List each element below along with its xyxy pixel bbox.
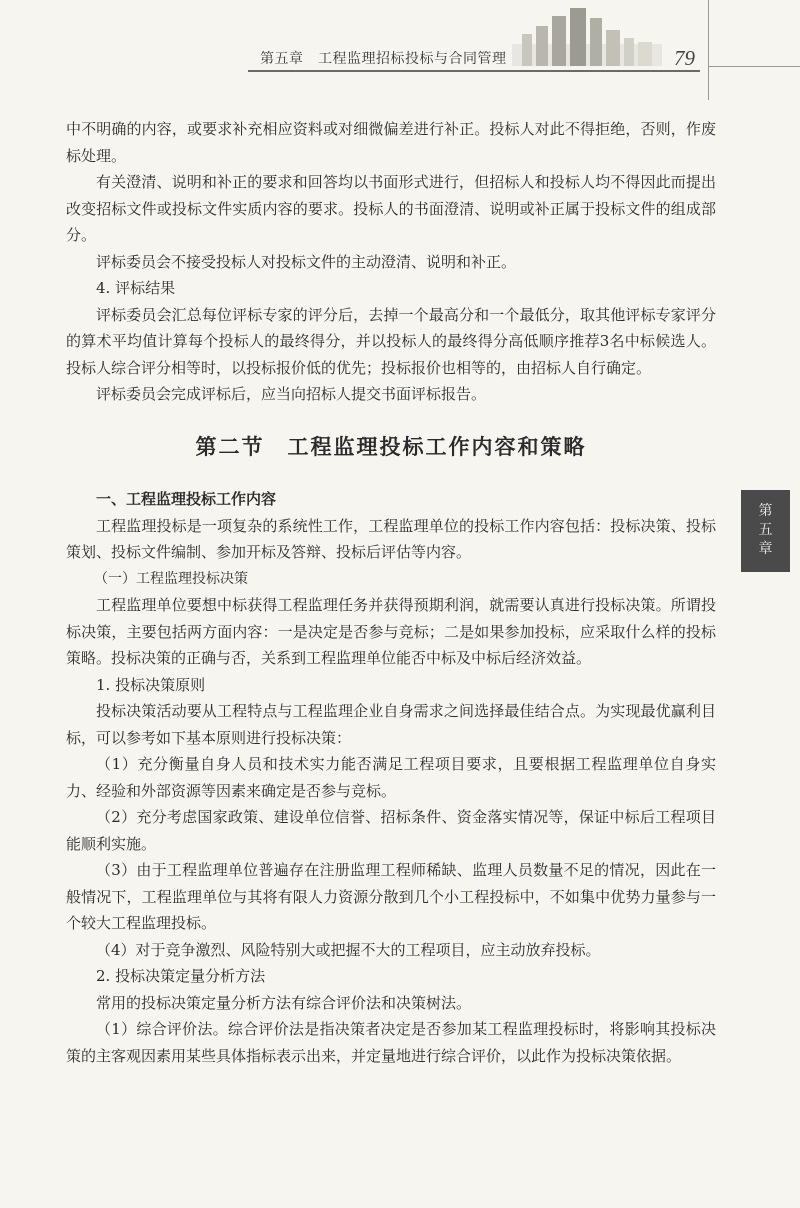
paragraph: 中不明确的内容，或要求补充相应资料或对细微偏差进行补正。投标人对此不得拒绝，否则，作废标处理。: [66, 120, 716, 165]
page-body: [66, 116, 716, 1069]
paragraph: 工程监理单位要想中标获得工程监理任务并获得预期利润，就需要认真进行投标决策。所谓投标决策，主要包括两方面内容：一是决定是否参与竞标；二是如果参加投标，应采取什么样的投标策略。投标决策的正确与否，关系到工程监理单位能否中标及中标后经济效益。: [66, 596, 716, 667]
subheading: 一、工程监理投标工作内容: [96, 490, 277, 508]
chapter-side-tab: [741, 490, 790, 572]
building-skyline-image: [512, 4, 662, 66]
paragraph: 有关澄清、说明和补正的要求和回答均以书面形式进行，但招标人和投标人均不得因此而提出改变招标文件或投标文件实质内容的要求。投标人的书面澄清、说明或补正属于投标文件的组成部分。: [66, 173, 716, 244]
side-tab-char: 章: [758, 541, 773, 557]
section-title: 第二节 工程监理投标工作内容和策略: [195, 433, 587, 459]
list-item: （4）对于竞争激烈、风险特别大或把握不大的工程项目，应主动放弃投标。: [96, 940, 601, 959]
chapter-title: 第五章 工程监理招标投标与合同管理: [260, 51, 507, 67]
subheading: （一）工程监理投标决策: [94, 570, 248, 587]
paragraph: 评标委员会汇总每位评标专家的评分后，去掉一个最高分和一个最低分，取其他评标专家评分的算术平均值计算每个投标人的最终得分，并以投标人的最终得分高低顺序推荐3名中标候选人。投标人综合评分相等时，以投标报价低的优先；投标报价也相等的，由招标人自行确定。: [66, 305, 716, 377]
list-item: （3）由于工程监理单位普遍存在注册监理工程师稀缺、监理人员数量不足的情况，因此在一般情况下，工程监理单位与其将有限人力资源分散到几个小工程投标中，不如集中优势力量参与一个较大工程监理投标。: [66, 861, 716, 932]
paragraph: 常用的投标决策定量分析方法有综合评价法和决策树法。: [96, 993, 472, 1012]
crop-mark-horizontal: [708, 66, 800, 67]
crop-mark-vertical: [708, 0, 709, 100]
paragraph: 投标决策活动要从工程特点与工程监理企业自身需求之间选择最佳结合点。为实现最优赢利目标，可以参考如下基本原则进行投标决策：: [66, 702, 716, 747]
subheading: 4. 评标结果: [96, 279, 176, 297]
page-number: 79: [674, 46, 695, 70]
paragraph: 评标委员会完成评标后，应当向招标人提交书面评标报告。: [96, 385, 487, 403]
subheading: 2. 投标决策定量分析方法: [96, 967, 266, 985]
paragraph: （1）综合评价法。综合评价法是指决策者决定是否参加某工程监理投标时，将影响其投标决策的主客观因素用某些具体指标表示出来，并定量地进行综合评价，以此作为投标决策依据。: [66, 1020, 716, 1065]
list-item: （2）充分考虑国家政策、建设单位信誉、招标条件、资金落实情况等，保证中标后工程项目能顺利实施。: [66, 808, 716, 853]
side-tab-char: 第: [758, 503, 773, 519]
list-item: （1）充分衡量自身人员和技术实力能否满足工程项目要求，且要根据工程监理单位自身实力、经验和外部资源等因素来确定是否参与竞标。: [66, 755, 716, 800]
side-tab-char: 五: [758, 522, 773, 538]
paragraph: 评标委员会不接受投标人对投标文件的主动澄清、说明和补正。: [96, 252, 517, 271]
paragraph: 工程监理投标是一项复杂的系统性工作，工程监理单位的投标工作内容包括：投标决策、投标策划、投标文件编制、参加开标及答辩、投标后评估等内容。: [66, 516, 716, 561]
subheading: 1. 投标决策原则: [96, 675, 206, 694]
